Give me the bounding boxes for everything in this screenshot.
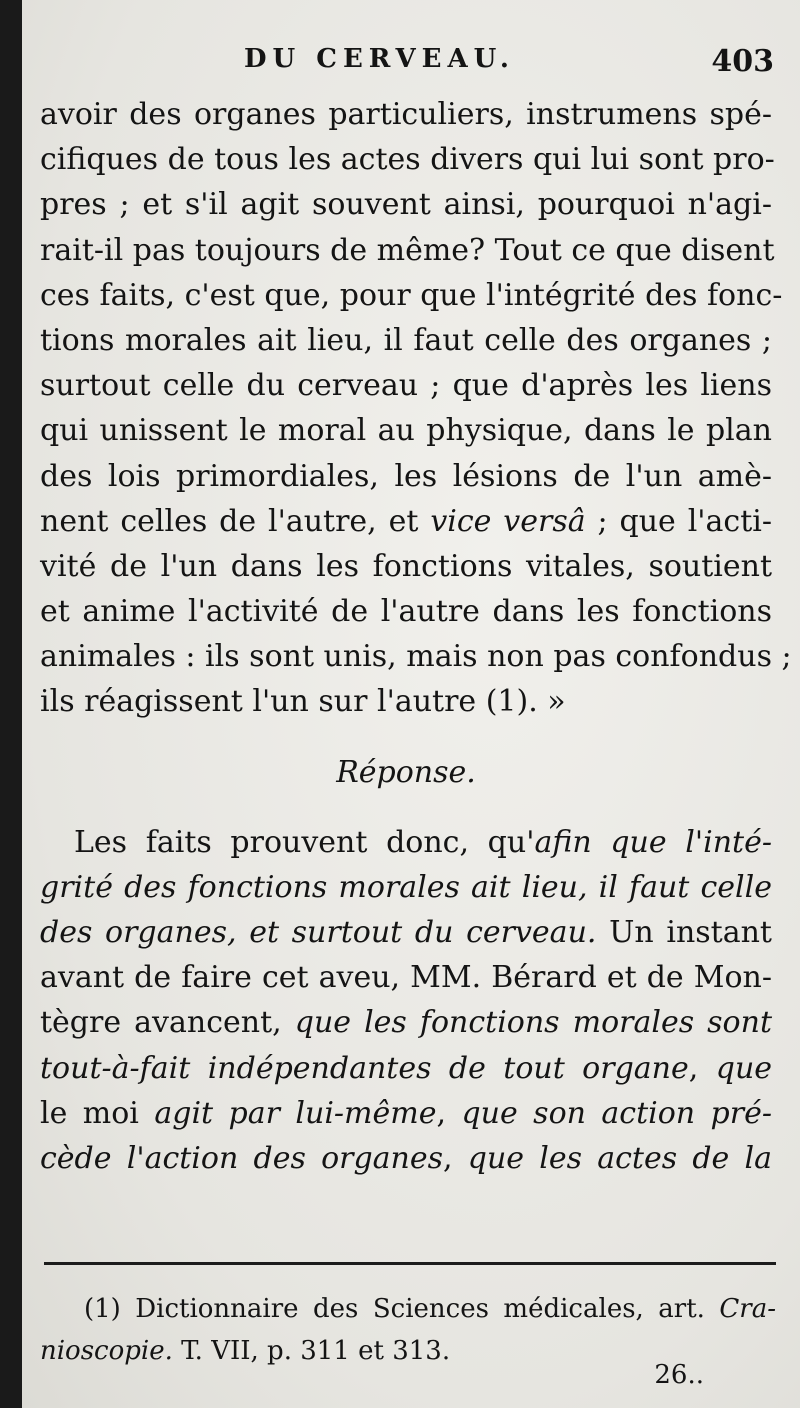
paragraph-response <box>40 820 772 1182</box>
text-run: tègre avancent, <box>40 1005 295 1041</box>
text-run: animales : ils sont unis, mais non pas confondus ; <box>40 639 792 675</box>
text-run: Cra- <box>719 1294 776 1324</box>
text-run: nent celles de l'autre, et <box>40 503 431 539</box>
text-run: surtout celle du cerveau ; que d'après les liens <box>40 368 772 404</box>
text-run: , <box>436 1095 462 1131</box>
text-run: et anime l'activité de l'autre dans les fonctions <box>40 594 772 630</box>
text-line <box>40 544 772 589</box>
text-run: ; que l'acti- <box>585 503 773 539</box>
footnote-line <box>40 1288 776 1330</box>
text-run: tions morales ait lieu, il faut celle des organes ; <box>40 322 772 358</box>
text-run: nioscopie. <box>40 1336 173 1366</box>
text-line <box>40 634 792 679</box>
text-run: pres ; et s'il agit souvent ainsi, pourquoi n'agi- <box>40 187 772 223</box>
text-line <box>40 1091 772 1136</box>
text-line <box>40 408 772 453</box>
text-run: tout-à-fait indépendantes de tout organe <box>40 1050 689 1086</box>
text-run: , <box>443 1140 468 1176</box>
text-run: que les actes de la <box>467 1140 772 1176</box>
text-line <box>40 955 772 1000</box>
text-run: (1) Dictionnaire des Sciences médicales, art. <box>84 1294 720 1324</box>
text-line <box>40 679 772 724</box>
text-run: T. VII, p. 311 et 313. <box>172 1336 451 1366</box>
running-head: DU CERVEAU. <box>244 44 515 74</box>
text-run: que <box>715 1050 773 1086</box>
text-run: ils réagissent l'un sur l'autre (1). » <box>40 684 566 720</box>
text-line <box>40 499 772 544</box>
footnote-rule <box>44 1262 776 1265</box>
text-run: le moi <box>40 1095 139 1131</box>
book-page <box>22 0 800 1408</box>
text-line <box>40 273 783 318</box>
text-line <box>40 454 772 499</box>
text-run: avant de faire cet aveu, MM. Bérard et de Mon- <box>40 960 772 996</box>
signature-mark: 26.. <box>654 1360 704 1390</box>
text-line <box>40 228 775 273</box>
text-run: avoir des organes particuliers, instrumens spé- <box>40 97 772 132</box>
text-line <box>40 820 772 865</box>
text-run: cède l'action des organes <box>40 1140 444 1176</box>
text-line <box>40 363 772 408</box>
text-run: rait-il pas toujours de même? Tout ce que disent <box>40 232 775 268</box>
text-run: qui unissent le moral au physique, dans le plan <box>40 413 772 449</box>
text-line <box>40 865 772 910</box>
text-run: vité de l'un dans les fonctions vitales, soutient <box>40 548 772 584</box>
text-run: afin que l'inté- <box>534 824 772 860</box>
text-line <box>40 137 775 182</box>
paragraph-quote <box>40 92 792 725</box>
text-line <box>40 92 772 137</box>
text-line <box>40 589 772 634</box>
text-line <box>40 1136 772 1181</box>
text-run: ces faits, c'est que, pour que l'intégrité des fonc- <box>40 277 783 313</box>
body-text <box>40 92 792 1181</box>
text-run: agit par lui-même <box>138 1095 437 1131</box>
text-run: des organes, et surtout du cerveau. <box>40 915 597 950</box>
text-line <box>40 1000 772 1045</box>
text-run: Les faits prouvent donc, qu' <box>74 824 535 860</box>
text-run: vice versâ <box>430 503 586 539</box>
text-run: que son action pré- <box>461 1095 772 1131</box>
text-run: Un instant <box>596 915 772 950</box>
page-number: 403 <box>711 44 774 79</box>
text-run: grité des fonctions morales ait lieu, il faut celle <box>40 869 772 905</box>
text-line <box>40 318 772 363</box>
section-heading: Réponse. <box>336 754 476 790</box>
text-run: , <box>688 1050 716 1086</box>
text-run: cifiques de tous les actes divers qui lui sont pro- <box>40 142 775 178</box>
text-line <box>40 1046 772 1091</box>
text-line <box>40 910 772 955</box>
text-run: que les fonctions morales sont <box>294 1005 772 1041</box>
page-header <box>22 44 800 90</box>
text-line <box>40 182 772 227</box>
text-run: des lois primordiales, les lésions de l'un amè- <box>40 458 772 494</box>
